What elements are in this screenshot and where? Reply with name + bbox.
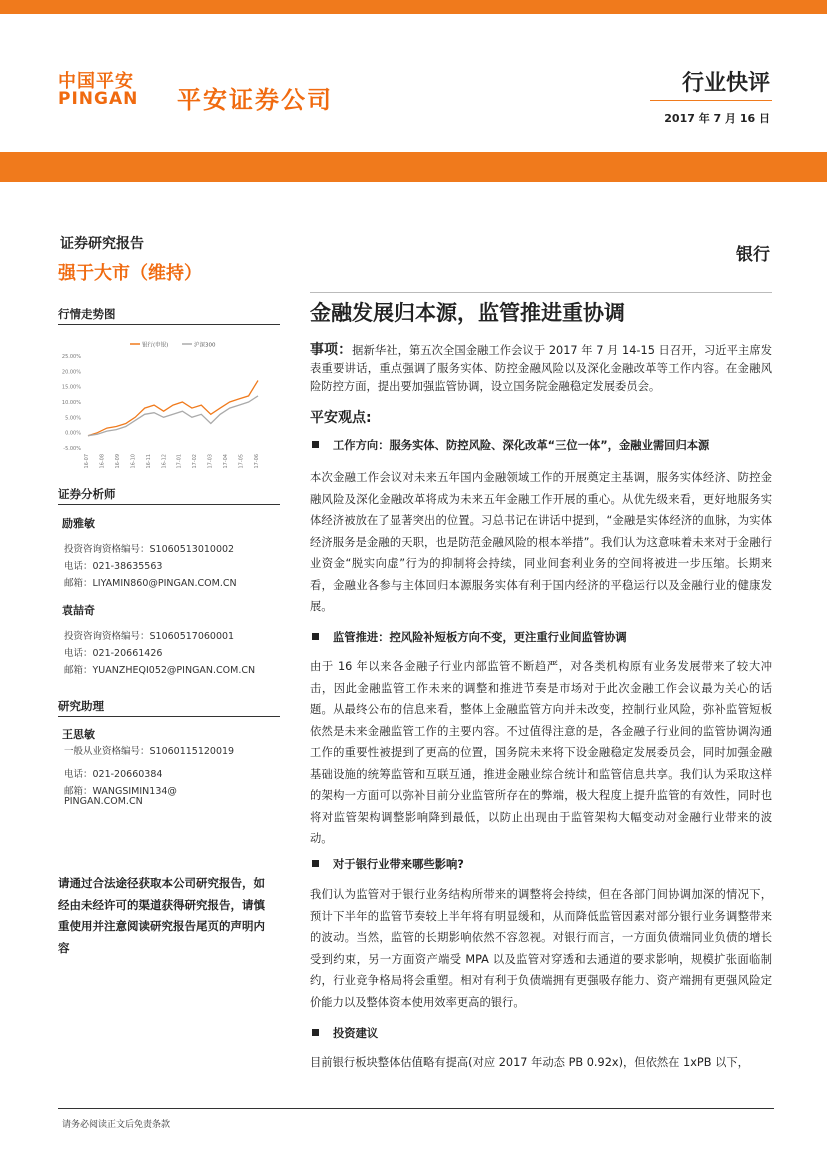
top-accent-bar <box>0 0 827 14</box>
market-trend-chart <box>58 336 280 476</box>
x-tick-label: 17-05 <box>238 454 245 469</box>
logo-english: PINGAN <box>58 89 139 109</box>
y-tick-label: 10.00% <box>61 400 81 406</box>
analyst-license: 投资咨询资格编号：S1060513010002 <box>64 544 235 555</box>
view-heading: 平安观点: <box>310 410 372 426</box>
section-heading: 投资建议 <box>312 1025 378 1041</box>
y-tick-label: 25.00% <box>61 354 81 360</box>
y-tick-label: -5.00% <box>63 446 81 452</box>
section-body: 我们认为监管对于银行业务结构所带来的调整将会持续，但在各部门间协调加深的情况下，预计下半年的监管节奏较上半年将有明显缓和，从而降低监管因素对部分银行业务调整带来的波动。当然，监管的长期影响依然不容忽视。对银行而言，一方面负债端同业负债的增长受到约束，另一方面资产端受 MPA 以及监管对穿透和去通道的要求影响，规模扩张面临制约，行业竞争格局将会重塑。相对有利于负债端拥有更强吸存能力、资产端拥有更强风险定价能力以及整体资本使用效率更高的银行。 <box>310 888 772 1009</box>
section-body: 目前银行板块整体估值略有提高(对应 2017 年动态 PB 0.92x)，但依然在 1xPB 以下， <box>310 1056 749 1069</box>
assistant-license: 一般从业资格编号：S1060115120019 <box>64 746 235 757</box>
report-title: 金融发展归本源，监管推进重协调 <box>310 301 625 325</box>
bullet-square-icon <box>312 441 319 448</box>
bullet-square-icon <box>312 860 319 867</box>
bullet-square-icon <box>312 633 319 640</box>
chart-section-label: 行情走势图 <box>58 307 116 321</box>
x-tick-label: 16-11 <box>145 454 152 469</box>
y-tick-label: 0.00% <box>65 430 81 437</box>
section-heading: 监管推进：控风险补短板方向不变，更注重行业间监管协调 <box>312 629 627 645</box>
assistant-name: 王思敏 <box>62 728 95 741</box>
x-tick-label: 16-12 <box>161 454 168 469</box>
y-tick-label: 5.00% <box>65 415 81 422</box>
assistant-email: 邮箱：WANGSIMIN134@ <box>64 786 177 797</box>
event-paragraph <box>310 342 772 395</box>
rating: 强于大市（维持） <box>58 263 202 284</box>
assistant-section-label: 研究助理 <box>58 699 104 713</box>
y-tick-label: 20.00% <box>61 369 81 376</box>
analyst-name: 励雅敏 <box>62 517 95 530</box>
analyst-section-rule <box>58 504 280 505</box>
x-tick-label: 16-09 <box>114 454 121 469</box>
doctype-divider <box>650 100 772 101</box>
section-body: 由于 16 年以来各金融子行业内部监管不断趋严，对各类机构原有业务发展带来了较大冲击，因此金融监管工作未来的调整和推进节奏是市场对于此次金融工作会议最为关心的话题。从最终公布的信息来看，整体上金融监管方向并未改变，控制行业风险，弥补监管短板依然是未来金融监管工作的主要内容。不过值得注意的是，各金融子行业间的监管协调沟通工作的重要性被提到了更高的位置，国务院未来将下设金融稳定发展委员会，同时加强金融基础设施的统筹监管和互联互通，推进金融业综合统计和监管信息共享。我们认为采取这样的架构一方面可以弥补目前分业监管所存在的弊端，极大程度上提升监管的有效性，同时也将对监管架构调整影响降到最低，以防止出现由于监管架构大幅变动对金融行业带来的波动。 <box>310 660 772 845</box>
analyst-license: 投资咨询资格编号：S1060517060001 <box>64 631 235 642</box>
chart-series-lines <box>88 381 258 436</box>
logo-chinese: 中国平安 <box>58 71 134 92</box>
series-line <box>88 396 258 436</box>
title-top-rule <box>310 292 772 293</box>
x-tick-label: 17-02 <box>192 454 199 469</box>
analyst-section-label: 证券分析师 <box>58 487 116 501</box>
assistant-section-rule <box>58 716 280 717</box>
analyst-name: 袁喆奇 <box>62 604 95 617</box>
section-body: 本次金融工作会议对未来五年国内金融领域工作的开展奠定主基调，服务实体经济、防控金融风险及深化金融改革将成为未来五年金融工作开展的重心。从优先级来看，更好地服务实体经济被放在了显著突出的位置。习总书记在讲话中提到，“金融是实体经济的血脉，为实体经济服务是金融的天职，也是防范金融风险的根本举措”。我们认为这意味着未来对于金融行业资金“脱实向虚”行为的抑制将会持续，同业间套利业务的空间将被进一步压缩。长期来看，金融业各参与主体回归本源服务实体有利于国内经济的平稳运行以及金融行业的健康发展。 <box>310 471 772 613</box>
analyst-phone: 电话：021-20661426 <box>64 648 163 659</box>
x-tick-label: 16-10 <box>130 454 137 469</box>
event-label: 事项： <box>310 342 353 358</box>
report-type: 证券研究报告 <box>60 236 144 252</box>
document-type: 行业快评 <box>681 71 770 96</box>
chart-legend <box>130 341 216 349</box>
legend-label: 沪深300 <box>194 342 216 349</box>
series-line <box>88 381 258 436</box>
assistant-phone: 电话：021-20660384 <box>64 769 163 780</box>
company-name: 平安证券公司 <box>177 86 333 114</box>
analyst-phone: 电话：021-38635563 <box>64 561 163 572</box>
x-tick-label: 17-01 <box>176 454 183 469</box>
footer-rule <box>58 1108 774 1109</box>
y-tick-label: 15.00% <box>61 384 81 391</box>
section-heading: 工作方向：服务实体、防控风险、深化改革“三位一体”，金融业需回归本源 <box>312 437 709 453</box>
x-tick-label: 16-07 <box>84 454 90 469</box>
x-tick-label: 16-08 <box>99 454 106 469</box>
analyst-email: 邮箱：YUANZHEQI052@PINGAN.COM.CN <box>64 665 256 676</box>
header-orange-band <box>0 152 827 182</box>
x-tick-label: 17-03 <box>207 454 214 469</box>
x-tick-label: 17-04 <box>223 454 230 469</box>
footer-note: 请务必阅读正文后免责条款 <box>62 1120 171 1130</box>
x-tick-label: 17-06 <box>254 454 260 469</box>
chart-section-rule <box>58 324 280 325</box>
analyst-email: 邮箱：LIYAMIN860@PINGAN.COM.CN <box>64 578 237 589</box>
report-date: 2017 年 7 月 16 日 <box>664 112 770 125</box>
assistant-email-cont: PINGAN.COM.CN <box>64 796 143 807</box>
section-heading: 对于银行业带来哪些影响? <box>312 856 464 872</box>
chart-y-axis <box>62 354 81 452</box>
chart-x-axis <box>84 454 260 469</box>
industry-label: 银行 <box>736 245 770 265</box>
sidebar-disclaimer: 请通过合法途径获取本公司研究报告，如经由未经许可的渠道获得研究报告，请慎重使用并注意阅读研究报告尾页的声明内容 <box>58 876 265 955</box>
bullet-square-icon <box>312 1029 319 1036</box>
legend-label: 银行(申银) <box>142 342 169 349</box>
event-text: 据新华社，第五次全国金融工作会议于 2017 年 7 月 14-15 日召开，习近平主席发表重要讲话，重点强调了服务实体、防控金融风险以及深化金融改革等工作内容。在金融风险防控方面，提出要加强监管协调，设立国务院金融稳定发展委员会。 <box>310 344 773 393</box>
